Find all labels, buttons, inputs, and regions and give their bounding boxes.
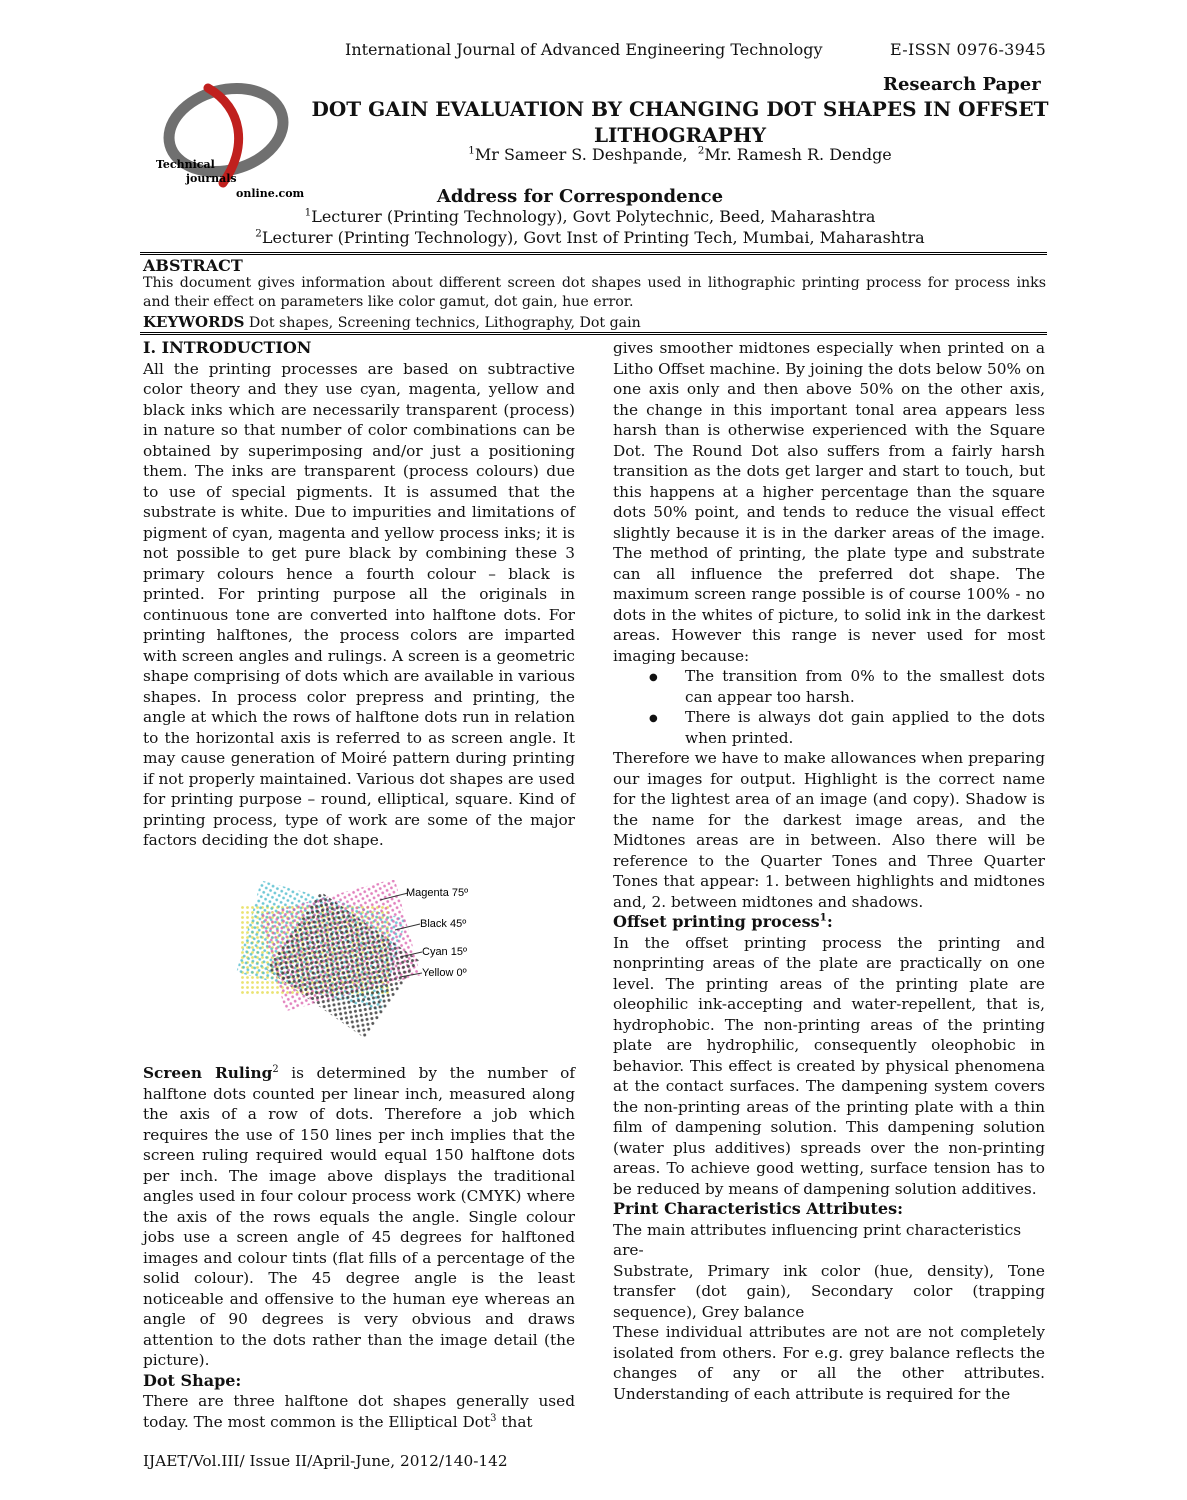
abstract-heading: ABSTRACT: [143, 256, 243, 275]
logo-text-1: Technical: [156, 158, 215, 171]
affiliation-2: [150, 228, 1030, 247]
label-yellow: Yellow 0º: [422, 967, 467, 979]
offset-heading-sup: 1: [819, 911, 827, 924]
dot-shape-paragraph: [143, 1391, 575, 1432]
screen-angles-graphic: [230, 880, 490, 1050]
right-paragraph-2: Therefore we have to make allowances when preparing our images for output. Highlight is the correct name for the lightest area of an image (and copy). Shadow is the name for the darkest image areas, and the Midtones areas are in between. Also there will be reference to the Quarter Tones and Three Quarter Tones that appear: 1. between highlights and midtones and, 2. between midtones and shadows.: [613, 749, 1045, 911]
label-black: Black 45º: [420, 918, 467, 930]
logo-text-3: online.com: [236, 187, 305, 200]
aff1-text: Lecturer (Printing Technology), Govt Polytechnic, Beed, Maharashtra: [311, 207, 876, 226]
author1: Mr Sameer S. Deshpande,: [474, 145, 688, 164]
bullet-item: ● The transition from 0% to the smallest dots can appear too harsh.: [685, 666, 1045, 707]
paper-type: Research Paper: [883, 74, 1041, 95]
divider-top: [140, 252, 1047, 255]
intro-heading: I. INTRODUCTION: [143, 338, 312, 357]
divider-bottom: [140, 332, 1047, 335]
offset-heading-text: Offset printing process: [613, 912, 820, 931]
right-paragraph-1: gives smoother midtones especially when printed on a Litho Offset machine. By joining the dots below 50% on one axis only and then above 50% on the other axis, the change in this important tonal area appears less harsh than is otherwise experienced with the Square Dot. The Round Dot also suffers from a fairly harsh transition as the dots get larger and start to touch, but this happens at a higher percentage than the square dots 50% point, and tends to reduce the visual effect slightly because it is in the darker areas of the image. The method of printing, the plate type and substrate can all influence the preferred dot shape. The maximum screen range possible is of course 100% - no dots in the whites of picture, to solid ink in the darkest areas. However this range is never used for most imaging because:: [613, 339, 1045, 665]
pca-text-2: Substrate, Primary ink color (hue, density), Tone transfer (dot gain), Secondary color (trapping sequence), Grey balance: [613, 1261, 1045, 1321]
correspondence-heading: Address for Correspondence: [436, 186, 724, 207]
bullet-item: ● There is always dot gain applied to the dots when printed.: [685, 707, 1045, 748]
dot-shape-text: There are three halftone dot shapes generally used today. The most common is the Elliptical Dot: [143, 1392, 575, 1431]
label-cyan: Cyan 15º: [422, 946, 467, 958]
logo-text-2: journals: [186, 172, 237, 185]
screen-ruling-text: is determined by the number of halftone dots counted per linear inch, measured along the axis of a row of dots. Therefore a job which requires the use of 150 lines per inch implies that the screen ruling required would equal 150 halftone dots per inch. The image above displays the traditional angles used in four colour process work (CMYK) where the axis of the rows equals the angle. Single colour jobs use a screen angle of 45 degrees for halftoned images and colour tints (flat fills of a percentage of the solid colour). The 45 degree angle is the least noticeable and offensive to the human eye whereas an angle of 90 degrees is very obvious and draws attention to the dots rather than the image detail (the picture).: [143, 1064, 576, 1369]
footer-citation: IJAET/Vol.III/ Issue II/April-June, 2012/140-142: [143, 1452, 508, 1470]
aff2-sup: 2: [255, 227, 262, 240]
author1-sup: 1: [468, 144, 475, 157]
pca-text-1: The main attributes influencing print characteristics are-: [613, 1220, 1022, 1259]
label-magenta: Magenta 75º: [406, 887, 469, 899]
journal-name: International Journal of Advanced Engineering Technology: [345, 40, 823, 59]
keywords: [143, 313, 641, 331]
pca-heading: Print Characteristics Attributes:: [613, 1199, 904, 1218]
offset-text: In the offset printing process the printing and nonprinting areas of the plate are practically on one level. The printing areas of the printing plate are oleophilic ink-accepting and water-repellent, that is, hydrophobic. The non-printing areas of the printing plate are hydrophilic, consequently oleophobic in behavior. This effect is created by physical phenomena at the contact surfaces. The dampening system covers the non-printing areas of the printing plate with a thin film of dampening solution. This dampening solution (water plus additives) spreads over the non-printing areas. To achieve good wetting, surface tension has to be reduced by means of dampening solution additives.: [613, 933, 1045, 1198]
journal-logo: [148, 78, 308, 208]
dot-shape-heading: Dot Shape:: [143, 1370, 242, 1390]
author2: Mr. Ramesh R. Dendge: [704, 145, 892, 164]
author2-sup: 2: [697, 144, 705, 157]
bullet-list: [613, 666, 1045, 748]
affiliation-1: [150, 207, 1030, 226]
dot-shape-sup: 3: [490, 1412, 497, 1424]
screen-ruling-paragraph: [143, 1063, 575, 1371]
pca-text-3: These individual attributes are not are not completely isolated from others. For e.g. grey balance reflects the changes of any or all the other attributes. Understanding of each attribute is required for the: [613, 1323, 1045, 1403]
offset-heading: [613, 912, 1045, 933]
dot-shape-tail: that: [496, 1412, 533, 1431]
left-column-bottom: [143, 1063, 575, 1432]
aff1-sup: 1: [304, 206, 312, 219]
authors: [300, 145, 1060, 164]
screen-angles-figure: [230, 880, 490, 1050]
keywords-label: KEYWORDS: [143, 313, 245, 331]
aff2-text: Lecturer (Printing Technology), Govt Inst of Printing Tech, Mumbai, Maharashtra: [261, 228, 925, 247]
abstract-text: This document gives information about different screen dot shapes used in lithographic printing process for process inks and their effect on parameters like color gamut, dot gain, hue error.: [143, 275, 1046, 310]
paper-title: DOT GAIN EVALUATION BY CHANGING DOT SHAPES IN OFFSET LITHOGRAPHY: [311, 97, 1049, 147]
screen-ruling-sup: 2: [272, 1063, 279, 1075]
intro-text: All the printing processes are based on subtractive color theory and they use cyan, magenta, yellow and black inks which are necessarily transparent (process) in nature so that number of color combinations can be obtained by superimposing and/or just a positioning them. The inks are transparent (process colours) due to use of special pigments. It is assumed that the substrate is white. Due to impurities and limitations of pigment of cyan, magenta and yellow process inks; it is not possible to get pure black by combining these 3 primary colours hence a fourth colour – black is printed. For printing purpose all the originals in continuous tone are converted into halftone dots. For printing halftones, the process colors are imparted with screen angles and rulings. A screen is a geometric shape comprising of dots which are available in various shapes. In process color prepress and printing, the angle at which the rows of halftone dots run in relation to the horizontal axis is referred to as screen angle. It may cause generation of Moiré pattern during printing if not properly maintained. Various dot shapes are used for printing purpose – round, elliptical, square. Kind of printing process, type of work are some of the major factors deciding the dot shape.: [143, 359, 575, 849]
screen-ruling-label: Screen Ruling: [143, 1064, 273, 1082]
right-column: [613, 338, 1045, 1404]
keywords-text: Dot shapes, Screening technics, Lithography, Dot gain: [244, 315, 641, 331]
offset-heading-colon: :: [826, 912, 833, 931]
logo-graphic: [148, 78, 308, 208]
issn: E-ISSN 0976-3945: [890, 40, 1047, 59]
left-column-top: [143, 338, 575, 851]
